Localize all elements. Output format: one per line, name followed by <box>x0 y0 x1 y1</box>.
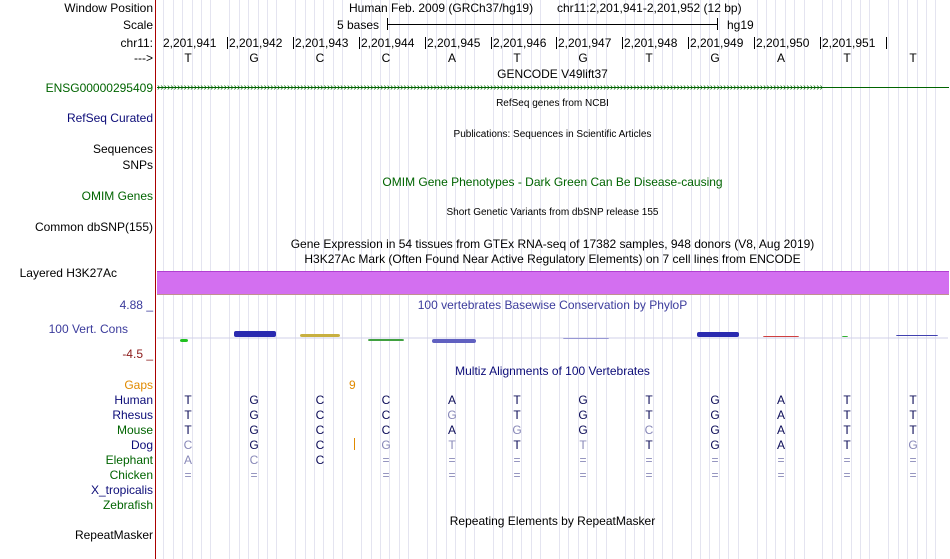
alignment-base: = <box>382 453 390 467</box>
alignment-base: = <box>777 453 785 467</box>
base-letter: G <box>249 51 259 65</box>
h3k27ac-separator <box>157 294 949 295</box>
gap-insert-marker <box>354 438 355 450</box>
refseq-title: RefSeq genes from NCBI <box>496 98 609 109</box>
label-sequences[interactable]: Sequences <box>92 142 153 156</box>
label-ensg[interactable]: ENSG00000295409 <box>45 81 153 95</box>
phylop-title: 100 vertebrates Basewise Conservation by PhyloP <box>417 298 688 312</box>
coord-label: 2,201,943 <box>295 36 349 50</box>
alignment-base: G <box>710 438 720 452</box>
base-letter: T <box>645 51 653 65</box>
label-chr: chr11: <box>120 36 153 50</box>
coord-label: 2,201,944 <box>361 36 415 50</box>
label-scale: Scale <box>122 18 153 32</box>
alignment-base: T <box>513 408 521 422</box>
alignment-base: C <box>381 408 391 422</box>
gene-strand-chevrons: ›››››››››››››››››››››››››››››››››››››››››››››››››››››››››››››››››››››››››››››››››››››››››››››››››››››››››››››››››››››››››››››››››››››››››››››››››››››››››››››››››››››››››››››››››››››››››››››››››››››››› <box>157 82 824 93</box>
coord-tick <box>425 37 426 49</box>
scale-bar <box>387 24 718 25</box>
alignment-base: C <box>249 453 259 467</box>
alignment-base: T <box>909 423 917 437</box>
scale-bar-right-cap <box>717 18 718 30</box>
coord-label: 2,201,947 <box>558 36 612 50</box>
alignment-base: T <box>184 423 192 437</box>
alignment-base: = <box>579 468 587 482</box>
conservation-mark <box>432 339 476 343</box>
coord-tick <box>688 37 689 49</box>
alignment-base: A <box>776 408 785 422</box>
alignment-base: T <box>909 393 917 407</box>
alignment-base: = <box>711 453 719 467</box>
alignment-base: = <box>513 468 521 482</box>
alignment-base: = <box>711 468 719 482</box>
alignment-base: = <box>579 453 587 467</box>
species-label[interactable]: Rhesus <box>112 408 153 422</box>
alignment-base: G <box>578 423 588 437</box>
alignment-base: G <box>249 393 259 407</box>
base-letter: T <box>909 51 917 65</box>
label-separator <box>155 0 156 559</box>
alignment-base: T <box>448 438 456 452</box>
coord-tick <box>556 37 557 49</box>
coord-label: 2,201,948 <box>624 36 678 50</box>
omim-title: OMIM Gene Phenotypes - Dark Green Can Be Disease-causing <box>382 175 723 189</box>
alignment-base: C <box>183 438 193 452</box>
species-label[interactable]: Mouse <box>116 423 153 437</box>
conservation-mark <box>842 336 848 337</box>
coord-tick <box>886 37 887 49</box>
alignment-base: C <box>381 423 391 437</box>
h3k27ac-signal-bar[interactable] <box>157 271 949 295</box>
alignment-base: A <box>776 423 785 437</box>
coord-label: 2,201,942 <box>229 36 283 50</box>
coord-tick <box>622 37 623 49</box>
position-title: chr11:2,201,941-2,201,952 (12 bp) <box>557 1 742 15</box>
alignment-base: T <box>513 438 521 452</box>
conservation-mark <box>300 334 340 337</box>
base-letter: A <box>447 51 456 65</box>
alignment-base: T <box>909 408 917 422</box>
alignment-base: G <box>249 423 259 437</box>
alignment-base: G <box>447 408 457 422</box>
alignment-base: A <box>447 423 456 437</box>
species-label[interactable]: Human <box>114 393 153 407</box>
publications-title: Publications: Sequences in Scientific Articles <box>453 129 652 140</box>
base-letter: C <box>315 51 325 65</box>
label-strand-arrow: ---> <box>134 51 153 65</box>
alignment-base: G <box>710 408 720 422</box>
coord-tick <box>359 37 360 49</box>
alignment-base: G <box>578 393 588 407</box>
label-refseq-curated[interactable]: RefSeq Curated <box>66 111 153 125</box>
alignment-base: = <box>645 453 653 467</box>
alignment-base: T <box>843 393 851 407</box>
alignment-base: T <box>184 393 192 407</box>
base-letter: C <box>381 51 391 65</box>
coord-label: 2,201,951 <box>822 36 876 50</box>
gtex-title: Gene Expression in 54 tissues from GTEx RNA-seq of 17382 samples, 948 donors (V8, Aug 2019) <box>290 237 815 251</box>
alignment-base: = <box>909 468 917 482</box>
alignment-base: G <box>908 438 918 452</box>
alignment-base: C <box>315 393 325 407</box>
coord-label: 2,201,945 <box>427 36 481 50</box>
alignment-base: C <box>315 423 325 437</box>
label-gaps[interactable]: Gaps <box>124 378 153 392</box>
alignment-base: A <box>447 393 456 407</box>
coord-tick <box>227 37 228 49</box>
base-letter: T <box>513 51 521 65</box>
label-snps[interactable]: SNPs <box>122 158 153 172</box>
alignment-base: = <box>909 453 917 467</box>
scale-text: 5 bases <box>337 18 380 32</box>
multiz-title: Multiz Alignments of 100 Vertebrates <box>455 364 650 378</box>
conservation-mark <box>563 338 609 339</box>
label-100-vert-cons[interactable]: 100 Vert. Cons <box>48 322 128 336</box>
species-label[interactable]: Elephant <box>105 453 153 467</box>
alignment-base: C <box>315 438 325 452</box>
alignment-base: T <box>645 438 653 452</box>
alignment-base: G <box>578 408 588 422</box>
alignment-base: C <box>644 423 654 437</box>
coord-tick <box>820 37 821 49</box>
conservation-mark <box>697 332 739 337</box>
alignment-base: C <box>315 453 325 467</box>
base-letter: A <box>776 51 785 65</box>
alignment-base: T <box>843 438 851 452</box>
scale-bar-left-cap <box>387 18 388 30</box>
alignment-base: = <box>645 468 653 482</box>
label-omim-genes[interactable]: OMIM Genes <box>81 189 153 203</box>
alignment-base: = <box>382 468 390 482</box>
base-letter: G <box>710 51 720 65</box>
alignment-base: = <box>843 453 851 467</box>
label-layered-h3k27ac[interactable]: Layered H3K27Ac <box>19 266 117 280</box>
coord-label: 2,201,949 <box>690 36 744 50</box>
label-common-dbsnp[interactable]: Common dbSNP(155) <box>34 220 153 234</box>
alignment-base: = <box>448 453 456 467</box>
species-label[interactable]: Chicken <box>109 468 153 482</box>
alignment-base: = <box>777 468 785 482</box>
alignment-base: T <box>843 423 851 437</box>
alignment-base: G <box>710 393 720 407</box>
assembly-title: Human Feb. 2009 (GRCh37/hg19) <box>349 1 534 15</box>
label-repeatmasker[interactable]: RepeatMasker <box>74 528 153 542</box>
alignment-base: T <box>184 408 192 422</box>
coord-tick <box>491 37 492 49</box>
alignment-base: G <box>381 438 391 452</box>
alignment-base: G <box>512 423 522 437</box>
alignment-base: A <box>183 453 192 467</box>
alignment-base: = <box>513 453 521 467</box>
alignment-base: G <box>710 423 720 437</box>
alignment-base: C <box>315 408 325 422</box>
coord-tick <box>754 37 755 49</box>
conservation-mark <box>234 331 276 337</box>
base-letter: T <box>843 51 851 65</box>
alignment-base: T <box>645 393 653 407</box>
alignment-base: T <box>843 408 851 422</box>
species-label[interactable]: Zebrafish <box>102 498 153 512</box>
species-label[interactable]: X_tropicalis <box>90 483 153 497</box>
gencode-title: GENCODE V49lift37 <box>497 67 608 81</box>
alignment-base: = <box>448 468 456 482</box>
coord-tick <box>293 37 294 49</box>
base-letter: G <box>578 51 588 65</box>
species-label[interactable]: Dog <box>130 438 153 452</box>
alignment-base: C <box>381 393 391 407</box>
alignment-base: G <box>249 408 259 422</box>
label-cons-min: -4.5 _ <box>122 347 153 361</box>
base-letter: T <box>184 51 192 65</box>
alignment-base: T <box>513 393 521 407</box>
alignment-base: A <box>776 393 785 407</box>
coord-label: 2,201,941 <box>163 36 217 50</box>
scale-db: hg19 <box>727 18 754 32</box>
dbsnp-title: Short Genetic Variants from dbSNP release 155 <box>446 207 659 218</box>
alignment-base: = <box>184 468 192 482</box>
gap-marker: 9 <box>349 378 356 392</box>
alignment-base: G <box>249 438 259 452</box>
alignment-base: = <box>843 468 851 482</box>
label-cons-max: 4.88 _ <box>119 298 153 312</box>
label-window-position: Window Position <box>64 1 153 15</box>
repeatmasker-title: Repeating Elements by RepeatMasker <box>449 514 656 528</box>
alignment-base: = <box>250 468 258 482</box>
alignment-base: T <box>645 408 653 422</box>
coord-label: 2,201,950 <box>756 36 810 50</box>
alignment-base: T <box>579 438 587 452</box>
coord-label: 2,201,946 <box>493 36 547 50</box>
h3k27ac-title: H3K27Ac Mark (Often Found Near Active Regulatory Elements) on 7 cell lines from ENCODE <box>304 252 801 266</box>
alignment-base: A <box>776 438 785 452</box>
